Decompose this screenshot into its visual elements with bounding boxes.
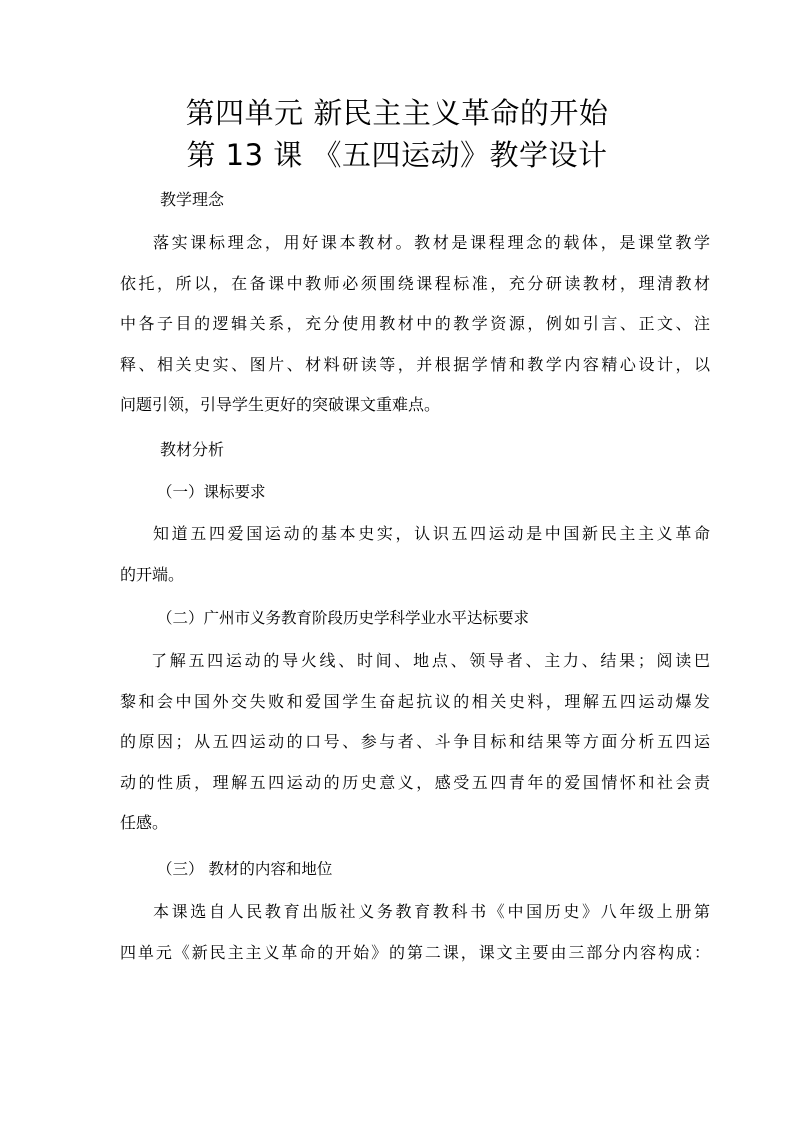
paragraph-line: 的原因；从五四运动的口号、参与者、斗争目标和结果等方面分析五四运 xyxy=(120,732,710,751)
paragraph-line: 黎和会中国外交失败和爱国学生奋起抗议的相关史料，理解五四运动爆发 xyxy=(120,691,710,711)
paragraph-line: 知道五四爱国运动的基本史实，认识五四运动是中国新民主主义革命 xyxy=(153,524,710,543)
paragraph-line: 落实课标理念，用好课本教材。教材是课程理念的载体，是课堂教学 xyxy=(153,233,710,252)
paragraph-line: 了解五四运动的导火线、时间、地点、领导者、主力、结果；阅读巴 xyxy=(151,651,710,670)
paragraph-curriculum-requirements xyxy=(120,514,710,595)
lesson-title: 第 13 课 《五四运动》教学设计 xyxy=(186,138,608,172)
unit-title: 第四单元 新民主主义革命的开始 xyxy=(185,96,609,130)
paragraph-line: 任感。 xyxy=(120,813,169,832)
paragraph-line: 的开端。 xyxy=(120,564,185,584)
paragraph-line: 依托，所以，在备课中教师必须围绕课程标准，充分研读教材，理清教材 xyxy=(120,273,710,293)
paragraph-line: 释、相关史实、图片、材料研读等，并根据学情和教学内容精心设计，以 xyxy=(120,354,710,374)
subheading-curriculum-requirements: （一）课标要求 xyxy=(157,483,266,501)
paragraph-line: 四单元《新民主主义革命的开始》的第二课，课文主要由三部分内容构成： xyxy=(120,942,710,962)
subheading-content-and-position: （三） 教材的内容和地位 xyxy=(157,860,333,878)
paragraph-line: 动的性质，理解五四运动的历史意义，感受五四青年的爱国情怀和社会责 xyxy=(120,772,710,792)
subheading-guangzhou-standards: （二）广州市义务教育阶段历史学科学业水平达标要求 xyxy=(157,609,530,627)
paragraph-teaching-philosophy xyxy=(120,223,710,426)
paragraph-line: 问题引领，引导学生更好的突破课文重难点。 xyxy=(120,395,441,414)
section-heading-teaching-philosophy: 教学理念 xyxy=(160,190,225,209)
paragraph-line: 中各子目的逻辑关系，充分使用教材中的教学资源，例如引言、正文、注 xyxy=(120,314,710,333)
paragraph-line: 本课选自人民教育出版社义务教育教科书《中国历史》八年级上册第 xyxy=(153,902,710,921)
section-heading-textbook-analysis: 教材分析 xyxy=(160,440,225,459)
paragraph-content-and-position xyxy=(120,892,710,973)
paragraph-guangzhou-standards xyxy=(120,641,710,844)
